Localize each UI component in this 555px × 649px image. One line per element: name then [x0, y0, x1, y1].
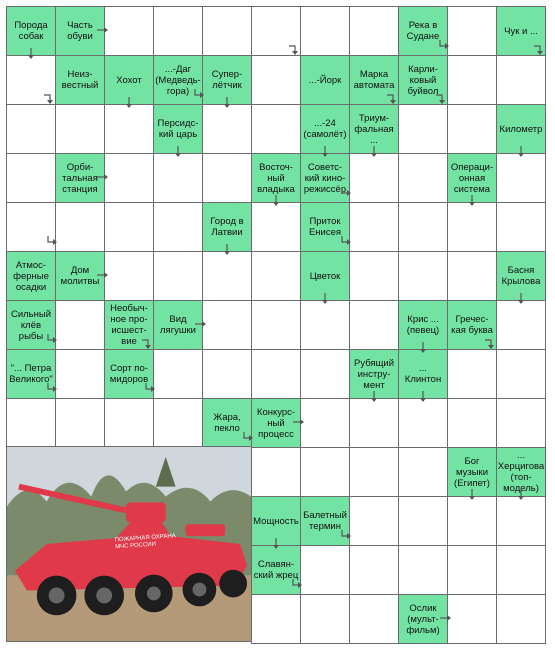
- answer-cell[interactable]: [398, 545, 448, 595]
- clue-cell: ... Херцигова (топ-модель): [496, 447, 546, 497]
- answer-cell[interactable]: [496, 349, 546, 399]
- answer-cell[interactable]: [6, 398, 56, 448]
- answer-cell[interactable]: [496, 55, 546, 105]
- clue-cell: Басня Крылова: [496, 251, 546, 301]
- answer-cell[interactable]: [104, 251, 154, 301]
- clue-cell: Порода собак: [6, 6, 56, 56]
- answer-cell[interactable]: [496, 594, 546, 644]
- clue-cell: Персидс-кий царь: [153, 104, 203, 154]
- answer-cell[interactable]: [104, 6, 154, 56]
- answer-cell[interactable]: [349, 300, 399, 350]
- answer-cell[interactable]: [447, 55, 497, 105]
- answer-cell[interactable]: [251, 300, 301, 350]
- clue-cell: Восточ-ный владыка: [251, 153, 301, 203]
- clue-cell: Километр: [496, 104, 546, 154]
- clue-cell: "... Петра Великого": [6, 349, 56, 399]
- clue-cell: Река в Судане: [398, 6, 448, 56]
- answer-cell[interactable]: [300, 398, 350, 448]
- clue-cell: Необыч-ное про-исшест-вие: [104, 300, 154, 350]
- answer-cell[interactable]: [349, 594, 399, 644]
- vehicle-inscription: ПОЖАРНАЯ ОХРАНА МЧС РОССИИ: [114, 533, 176, 551]
- answer-cell[interactable]: [153, 6, 203, 56]
- answer-cell[interactable]: [398, 202, 448, 252]
- answer-cell[interactable]: [398, 447, 448, 497]
- answer-cell[interactable]: [496, 153, 546, 203]
- answer-cell[interactable]: [398, 153, 448, 203]
- answer-cell[interactable]: [251, 349, 301, 399]
- clue-cell: Вид лягушки: [153, 300, 203, 350]
- clue-cell: Чук и ...: [496, 6, 546, 56]
- answer-cell[interactable]: [300, 594, 350, 644]
- clue-cell: Славян-ский жрец: [251, 545, 301, 595]
- answer-cell[interactable]: [398, 104, 448, 154]
- clue-cell: Мощность: [251, 496, 301, 546]
- answer-cell[interactable]: [55, 349, 105, 399]
- answer-cell[interactable]: [300, 447, 350, 497]
- clue-cell: Марка автомата: [349, 55, 399, 105]
- answer-cell[interactable]: [55, 104, 105, 154]
- clue-cell: Орби-тальная станция: [55, 153, 105, 203]
- vehicle-photo: [6, 446, 252, 642]
- answer-cell[interactable]: [398, 496, 448, 546]
- answer-cell[interactable]: [153, 349, 203, 399]
- answer-cell[interactable]: [6, 104, 56, 154]
- clue-cell: Конкурс-ный процесс: [251, 398, 301, 448]
- clue-cell: Дом молитвы: [55, 251, 105, 301]
- answer-cell[interactable]: [202, 104, 252, 154]
- answer-cell[interactable]: [300, 349, 350, 399]
- answer-cell[interactable]: [6, 153, 56, 203]
- answer-cell[interactable]: [447, 349, 497, 399]
- answer-cell[interactable]: [398, 398, 448, 448]
- answer-cell[interactable]: [153, 153, 203, 203]
- answer-cell[interactable]: [496, 496, 546, 546]
- answer-cell[interactable]: [104, 202, 154, 252]
- answer-cell[interactable]: [300, 545, 350, 595]
- clue-cell: Ослик (мульт-фильм): [398, 594, 448, 644]
- answer-cell[interactable]: [55, 398, 105, 448]
- answer-cell[interactable]: [447, 545, 497, 595]
- answer-cell[interactable]: [349, 202, 399, 252]
- clue-cell: Сильный клёв рыбы: [6, 300, 56, 350]
- answer-cell[interactable]: [202, 349, 252, 399]
- clue-cell: Атмос-ферные осадки: [6, 251, 56, 301]
- clue-cell: Балетный термин: [300, 496, 350, 546]
- answer-cell[interactable]: [153, 398, 203, 448]
- clue-cell: Триум-фальная ...: [349, 104, 399, 154]
- clue-cell: Жара, пекло: [202, 398, 252, 448]
- answer-cell[interactable]: [6, 202, 56, 252]
- answer-cell[interactable]: [251, 104, 301, 154]
- clue-cell: Супер-лётчик: [202, 55, 252, 105]
- answer-cell[interactable]: [349, 447, 399, 497]
- clue-cell: ... Клинтон: [398, 349, 448, 399]
- answer-cell[interactable]: [447, 496, 497, 546]
- answer-cell[interactable]: [251, 55, 301, 105]
- answer-cell[interactable]: [104, 153, 154, 203]
- answer-cell[interactable]: [300, 300, 350, 350]
- answer-cell[interactable]: [447, 104, 497, 154]
- answer-cell[interactable]: [447, 251, 497, 301]
- answer-cell[interactable]: [496, 398, 546, 448]
- answer-cell[interactable]: [496, 300, 546, 350]
- answer-cell[interactable]: [153, 251, 203, 301]
- answer-cell[interactable]: [104, 398, 154, 448]
- answer-cell[interactable]: [202, 6, 252, 56]
- answer-cell[interactable]: [153, 202, 203, 252]
- answer-cell[interactable]: [496, 202, 546, 252]
- answer-cell[interactable]: [251, 251, 301, 301]
- answer-cell[interactable]: [496, 545, 546, 595]
- answer-cell[interactable]: [300, 6, 350, 56]
- answer-cell[interactable]: [349, 398, 399, 448]
- answer-cell[interactable]: [251, 447, 301, 497]
- answer-cell[interactable]: [349, 545, 399, 595]
- answer-cell[interactable]: [202, 153, 252, 203]
- answer-cell[interactable]: [251, 6, 301, 56]
- answer-cell[interactable]: [349, 153, 399, 203]
- clue-cell: Хохот: [104, 55, 154, 105]
- answer-cell[interactable]: [251, 202, 301, 252]
- clue-cell: ...-Йорк: [300, 55, 350, 105]
- clue-cell: ...-Даг (Медведь-гора): [153, 55, 203, 105]
- answer-cell[interactable]: [447, 398, 497, 448]
- clue-cell: Карли-ковый буйвол: [398, 55, 448, 105]
- answer-cell[interactable]: [447, 6, 497, 56]
- clue-cell: Советс-кий кино-режиссёр: [300, 153, 350, 203]
- answer-cell[interactable]: [447, 594, 497, 644]
- answer-cell[interactable]: [349, 496, 399, 546]
- answer-cell[interactable]: [6, 55, 56, 105]
- answer-cell[interactable]: [349, 6, 399, 56]
- clue-cell: Сорт по-мидоров: [104, 349, 154, 399]
- clue-cell: Операци-онная система: [447, 153, 497, 203]
- clue-cell: Рубящий инстру-мент: [349, 349, 399, 399]
- answer-cell[interactable]: [202, 251, 252, 301]
- answer-cell[interactable]: [398, 251, 448, 301]
- clue-cell: Приток Енисея: [300, 202, 350, 252]
- clue-cell: Цветок: [300, 251, 350, 301]
- clue-cell: Бог музыки (Египет): [447, 447, 497, 497]
- answer-cell[interactable]: [447, 202, 497, 252]
- clue-cell: Крис ... (певец): [398, 300, 448, 350]
- clue-cell: Город в Латвии: [202, 202, 252, 252]
- answer-cell[interactable]: [202, 300, 252, 350]
- answer-cell[interactable]: [349, 251, 399, 301]
- clue-cell: ...-24 (самолёт): [300, 104, 350, 154]
- answer-cell[interactable]: [251, 594, 301, 644]
- clue-cell: Гречес-кая буква: [447, 300, 497, 350]
- answer-cell[interactable]: [55, 300, 105, 350]
- clue-cell: Неиз-вестный: [55, 55, 105, 105]
- answer-cell[interactable]: [55, 202, 105, 252]
- answer-cell[interactable]: [104, 104, 154, 154]
- clue-cell: Часть обуви: [55, 6, 105, 56]
